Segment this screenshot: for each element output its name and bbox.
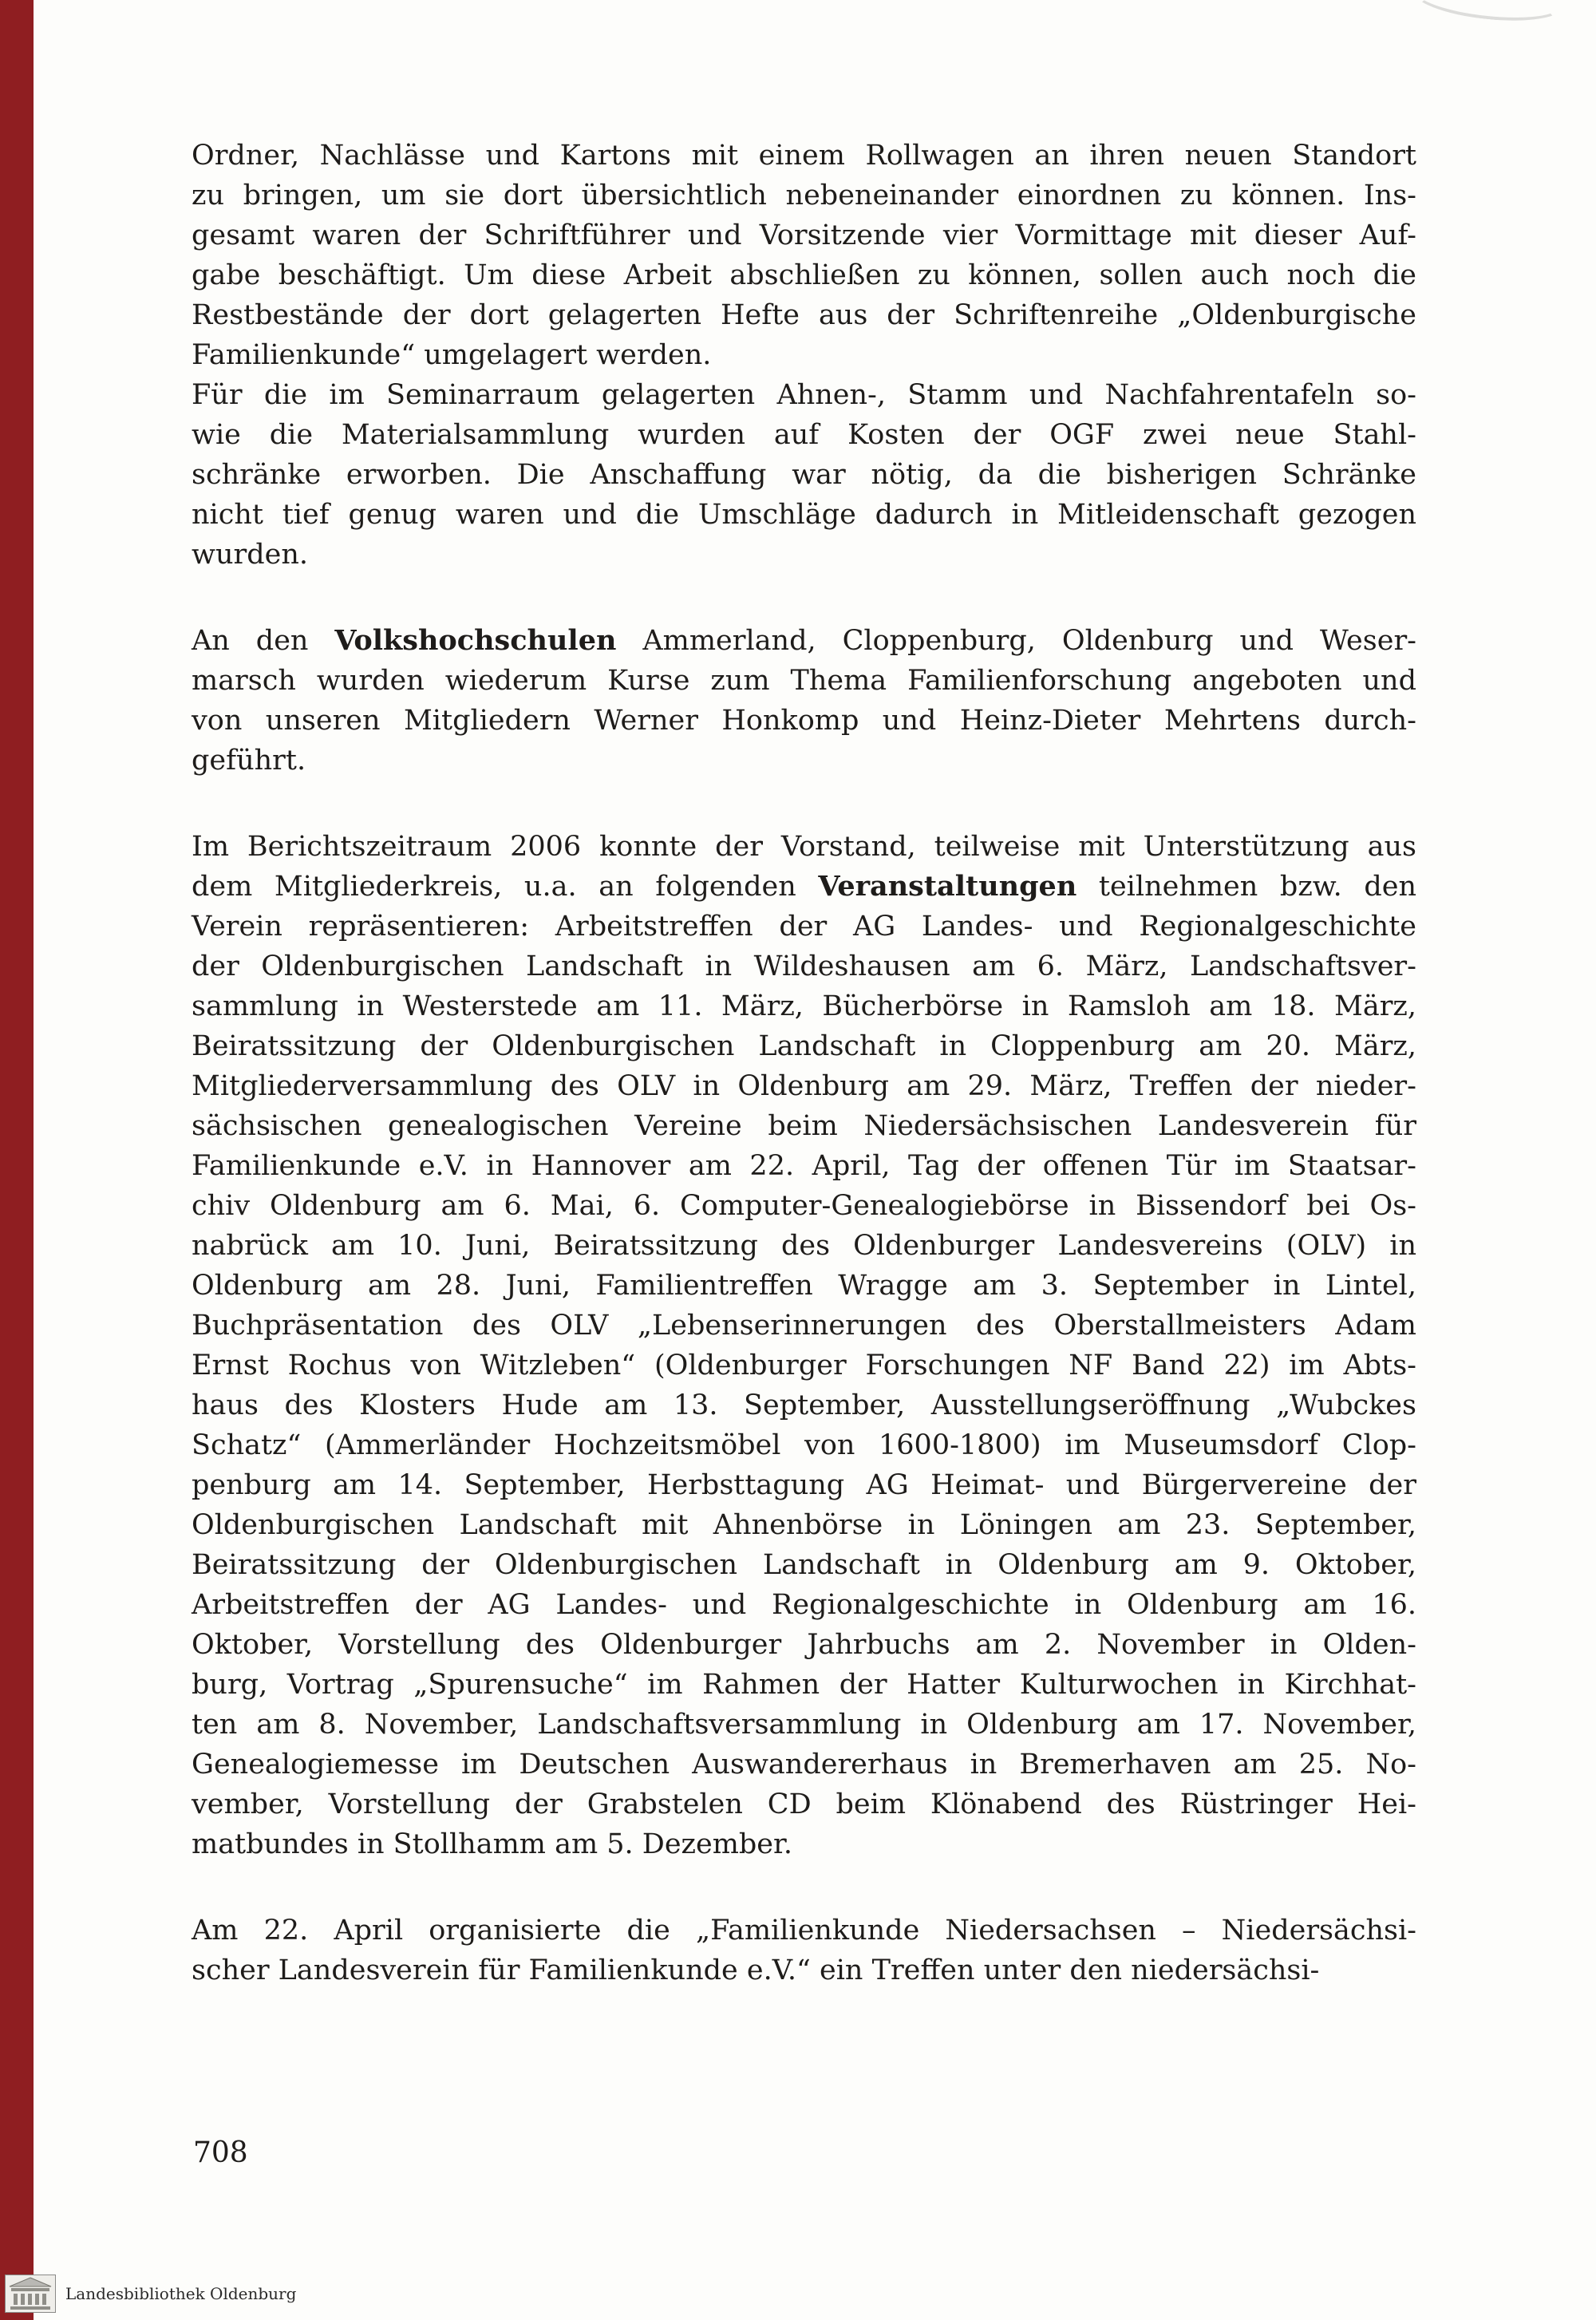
text-line: Beiratssitzung der Oldenburgischen Landschaft in Oldenburg am 9. Oktober, xyxy=(192,1549,1416,1581)
text-line: An den Volkshochschulen Ammerland, Cloppenburg, Oldenburg und Weser- xyxy=(192,624,1416,657)
text-line: wie die Materialsammlung wurden auf Kosten der OGF zwei neue Stahl- xyxy=(192,419,1416,451)
text-line: sächsischen genealogischen Vereine beim Niedersächsischen Landesverein für xyxy=(192,1110,1416,1142)
text-block xyxy=(192,136,1416,1990)
text-line: wurden. xyxy=(192,539,309,571)
text-line: gabe beschäftigt. Um diese Arbeit abschließen zu können, sollen auch noch die xyxy=(192,259,1416,291)
text-line: penburg am 14. September, Herbsttagung AG Heimat- und Bürgervereine der xyxy=(192,1469,1416,1501)
text-line: sammlung in Westerstede am 11. März, Bücherbörse in Ramsloh am 18. März, xyxy=(192,990,1416,1022)
library-logo-text: Landesbibliothek Oldenburg xyxy=(65,2284,297,2303)
text-line: chiv Oldenburg am 6. Mai, 6. Computer-Genealogiebörse in Bissendorf bei Os- xyxy=(192,1190,1416,1222)
library-logo xyxy=(5,2275,296,2313)
text-line: Beiratssitzung der Oldenburgischen Landschaft in Cloppenburg am 20. März, xyxy=(192,1030,1416,1062)
text-line: Ernst Rochus von Witzleben“ (Oldenburger Forschungen NF Band 22) im Abts- xyxy=(192,1350,1416,1381)
library-building-icon xyxy=(5,2275,56,2313)
text-line: Restbestände der dort gelagerten Hefte aus der Schriftenreihe „Oldenburgische xyxy=(192,299,1416,331)
text-line: gesamt waren der Schriftführer und Vorsitzende vier Vormittage mit dieser Auf- xyxy=(192,219,1416,251)
text-line: Familienkunde e.V. in Hannover am 22. April, Tag der offenen Tür im Staatsar- xyxy=(192,1150,1416,1182)
text-line: Arbeitstreffen der AG Landes- und Regionalgeschichte in Oldenburg am 16. xyxy=(192,1589,1416,1621)
text-line: Verein repräsentieren: Arbeitstreffen der AG Landes- und Regionalgeschichte xyxy=(192,911,1416,943)
text-line: matbundes in Stollhamm am 5. Dezember. xyxy=(192,1828,793,1860)
text-line: der Oldenburgischen Landschaft in Wildeshausen am 6. März, Landschaftsver- xyxy=(192,951,1416,982)
text-line: Oldenburgischen Landschaft mit Ahnenbörse in Löningen am 23. September, xyxy=(192,1509,1416,1541)
text-line: Oldenburg am 28. Juni, Familientreffen Wragge am 3. September in Lintel, xyxy=(192,1270,1416,1302)
text-line: Mitgliederversammlung des OLV in Oldenburg am 29. März, Treffen der nieder- xyxy=(192,1070,1416,1102)
text-line: schränke erworben. Die Anschaffung war nötig, da die bisherigen Schränke xyxy=(192,459,1416,491)
paragraph xyxy=(192,827,1416,1864)
text-line: Familienkunde“ umgelagert werden. xyxy=(192,339,712,371)
paragraph xyxy=(192,136,1416,375)
scan-artifact xyxy=(1411,0,1566,27)
text-line: Im Berichtszeitraum 2006 konnte der Vorstand, teilweise mit Unterstützung aus xyxy=(192,831,1416,863)
text-line: geführt. xyxy=(192,745,306,777)
page-number: 708 xyxy=(193,2136,248,2169)
spine-bar xyxy=(0,0,34,2320)
text-line: Schatz“ (Ammerländer Hochzeitsmöbel von 1600-1800) im Museumsdorf Clop- xyxy=(192,1429,1416,1461)
text-line: vember, Vorstellung der Grabstelen CD beim Klönabend des Rüstringer Hei- xyxy=(192,1788,1416,1820)
paragraph xyxy=(192,375,1416,575)
text-line: haus des Klosters Hude am 13. September, Ausstellungseröffnung „Wubckes xyxy=(192,1389,1416,1421)
paragraph xyxy=(192,1911,1416,1990)
text-line: marsch wurden wiederum Kurse zum Thema Familienforschung angeboten und xyxy=(192,665,1416,697)
text-line: Am 22. April organisierte die „Familienkunde Niedersachsen – Niedersächsi- xyxy=(192,1915,1416,1947)
paragraph xyxy=(192,621,1416,781)
text-line: zu bringen, um sie dort übersichtlich nebeneinander einordnen zu können. Ins- xyxy=(192,180,1416,211)
text-line: Oktober, Vorstellung des Oldenburger Jahrbuchs am 2. November in Olden- xyxy=(192,1629,1416,1661)
text-line: scher Landesverein für Familienkunde e.V.“ ein Treffen unter den niedersächsi- xyxy=(192,1954,1320,1986)
text-line: nicht tief genug waren und die Umschläge dadurch in Mitleidenschaft gezogen xyxy=(192,499,1416,531)
text-line: nabrück am 10. Juni, Beiratssitzung des Oldenburger Landesvereins (OLV) in xyxy=(192,1230,1416,1262)
text-line: ten am 8. November, Landschaftsversammlung in Oldenburg am 17. November, xyxy=(192,1709,1416,1741)
text-line: burg, Vortrag „Spurensuche“ im Rahmen der Hatter Kulturwochen in Kirchhat- xyxy=(192,1669,1416,1701)
text-line: Ordner, Nachlässe und Kartons mit einem Rollwagen an ihren neuen Standort xyxy=(192,140,1416,172)
text-line: Genealogiemesse im Deutschen Auswandererhaus in Bremerhaven am 25. No- xyxy=(192,1749,1416,1781)
text-line: Für die im Seminarraum gelagerten Ahnen-, Stamm und Nachfahrentafeln so- xyxy=(192,379,1416,411)
text-line: Buchpräsentation des OLV „Lebenserinnerungen des Oberstallmeisters Adam xyxy=(192,1310,1416,1342)
text-line: von unseren Mitgliedern Werner Honkomp und Heinz-Dieter Mehrtens durch- xyxy=(192,705,1416,737)
text-line: dem Mitgliederkreis, u.a. an folgenden Veranstaltungen teilnehmen bzw. den xyxy=(192,870,1416,903)
